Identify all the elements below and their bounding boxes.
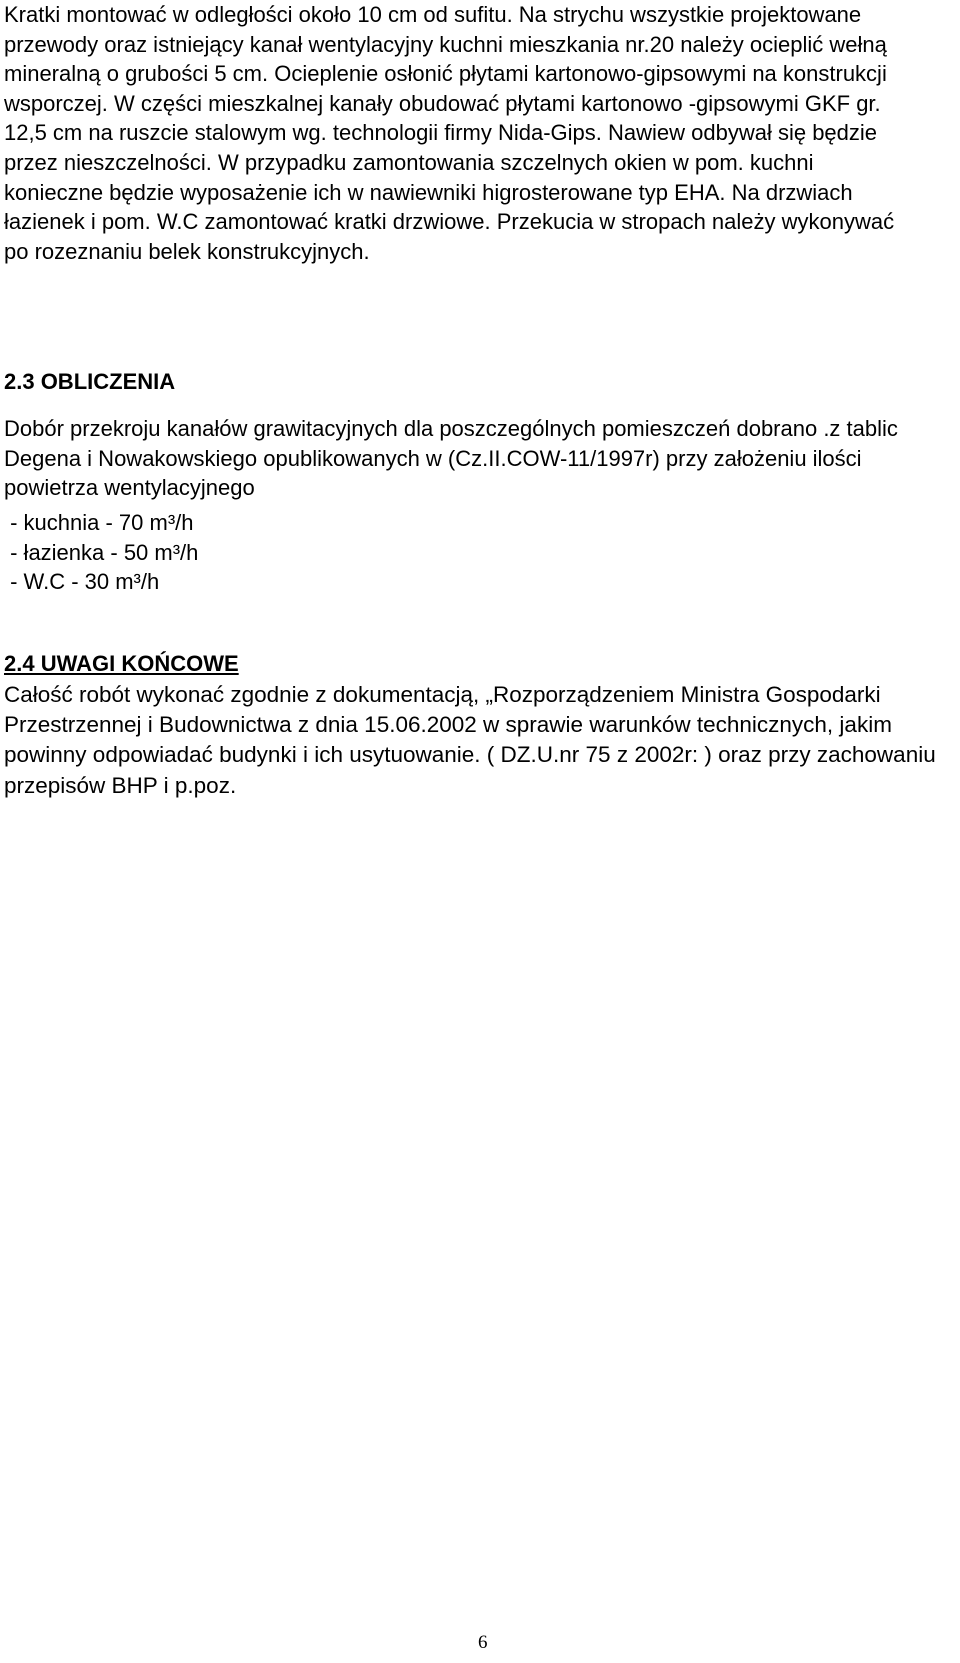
uwagi-paragraph: Całość robót wykonać zgodnie z dokumentacją, „Rozporządzeniem Ministra Gospodarki Przestrzennej i Budownictwa z dnia 15.06.2002 w sprawie warunków technicznych, jakim powinny odpowiadać budynki i ich usytuowanie. ( DZ.U.nr 75 z 2002r: ) oraz przy zachowaniu przepisów BHP i p.poz. — [4, 682, 936, 798]
list-item: - W.C - 30 m³/h — [4, 569, 160, 595]
airflow-list — [4, 508, 198, 597]
section-heading-uwagi — [4, 649, 239, 679]
intro-paragraph: Kratki montować w odległości około 10 cm od sufitu. Na strychu wszystkie projektowane przewody oraz istniejący kanał wentylacyjny kuchni mieszkania nr.20 należy ocieplić wełną mineralną o grubości 5 cm. Ocieplenie osłonić płytami kartonowo-gipsowymi na konstrukcji wsporczej. W części mieszkalnej kanały obudować płytami kartonowo -gipsowymi GKF gr. 12,5 cm na ruszcie stalowym wg. technologii firmy Nida-Gips. Nawiew odbywał się będzie przez nieszczelności. W przypadku zamontowania szczelnych okien w pom. kuchni konieczne będzie wyposażenie ich w nawiewniki higrosterowane typ EHA. Na drzwiach łazienek i pom. W.C zamontować kratki drzwiowe. Przekucia w stropach należy wykonywać po rozeznaniu belek konstrukcyjnych. — [4, 2, 895, 264]
list-item: - kuchnia - 70 m³/h — [4, 510, 194, 535]
page-number: 6 — [478, 1632, 488, 1653]
section-heading-obliczenia: 2.3 OBLICZENIA — [4, 369, 176, 394]
document-page — [4, 0, 956, 798]
obliczenia-paragraph: Dobór przekroju kanałów grawitacyjnych dla poszczególnych pomieszczeń dobrano .z tablic Degena i Nowakowskiego opublikowanych w (Cz.II.COW-11/1997r) przy założeniu ilości powietrza wentylacyjnego — [4, 416, 898, 501]
list-item: - łazienka - 50 m³/h — [4, 539, 199, 565]
section-heading-uwagi-text: 2.4 UWAGI KOŃCOWE — [4, 651, 239, 676]
